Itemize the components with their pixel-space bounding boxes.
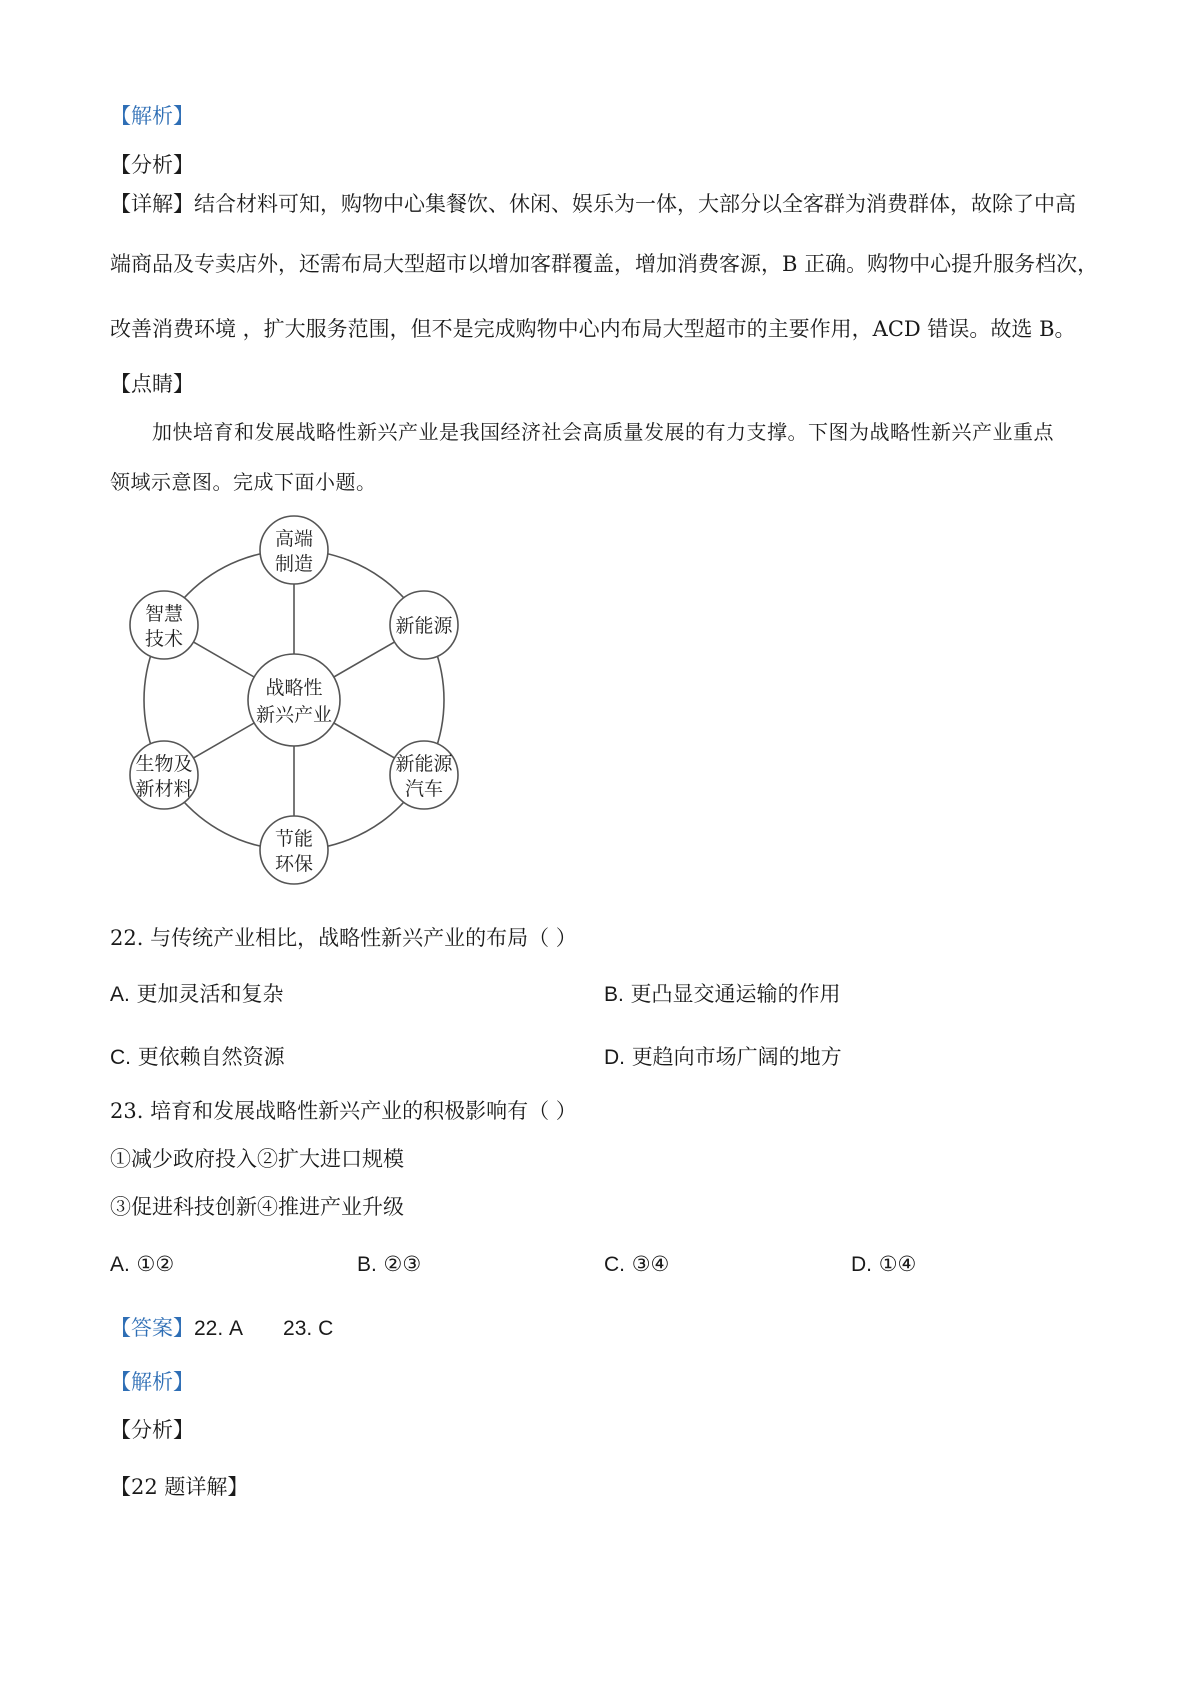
svg-text:环保: 环保 — [274, 853, 314, 875]
q22-option-b: B. 更凸显交通运输的作用 — [604, 982, 841, 1006]
node-new-energy-vehicles — [390, 741, 458, 809]
material-line-2: 领域示意图。完成下面小题。 — [110, 470, 377, 494]
q23-items-1: ①减少政府投入②扩大进口规模 — [110, 1147, 404, 1171]
q22-option-c: C. 更依赖自然资源 — [110, 1045, 285, 1069]
solution-jiexi: 【解析】 — [110, 1370, 194, 1394]
q22-option-a: A. 更加灵活和复杂 — [110, 982, 284, 1006]
answer-tag: 【答案】 — [110, 1316, 194, 1340]
svg-text:高端: 高端 — [274, 528, 314, 550]
node-energy-saving — [260, 816, 328, 884]
answer-22: 22. A — [194, 1317, 244, 1340]
center-label-2: 新兴产业 — [255, 704, 333, 726]
node-bio-materials — [130, 741, 198, 809]
solution-fenxi: 【分析】 — [110, 1418, 194, 1442]
q22-option-d: D. 更趋向市场广阔的地方 — [604, 1045, 842, 1069]
node-smart-tech — [130, 591, 198, 659]
q23-option-c: C. ③④ — [604, 1252, 670, 1276]
q23-option-a: A. ①② — [110, 1252, 175, 1276]
solution-xiangjie-22: 【22 题详解】 — [110, 1475, 249, 1499]
xiangjie-line-2: 端商品及专卖店外，还需布局大型超市以增加客群覆盖，增加消费客源，B 正确。购物中心提升服务档次， — [110, 252, 1099, 276]
q23-stem: 23. 培育和发展战略性新兴产业的积极影响有（ ） — [110, 1099, 577, 1123]
xiangjie-tag: 【详解】 — [110, 192, 194, 216]
dianjing-heading: 【点睛】 — [110, 372, 194, 396]
material-line-1: 加快培育和发展战略性新兴产业是我国经济社会高质量发展的有力支撑。下图为战略性新兴产业重点 — [152, 420, 1054, 444]
answer-23: 23. C — [283, 1317, 334, 1340]
svg-text:新材料: 新材料 — [135, 778, 193, 800]
answer-line — [110, 1314, 333, 1343]
svg-text:节能: 节能 — [274, 828, 314, 850]
svg-text:智慧: 智慧 — [144, 603, 184, 625]
node-high-end-manufacturing — [260, 516, 328, 584]
q23-option-d: D. ①④ — [851, 1252, 917, 1276]
node-new-energy — [390, 591, 458, 659]
svg-text:生物及: 生物及 — [135, 753, 193, 775]
q23-option-b: B. ②③ — [357, 1252, 422, 1276]
svg-text:制造: 制造 — [274, 553, 314, 575]
xiangjie-text-1: 结合材料可知，购物中心集餐饮、休闲、娱乐为一体，大部分以全客群为消费群体，故除了中高 — [194, 192, 1076, 216]
xiangjie-line-1 — [110, 190, 1076, 218]
svg-text:新能源: 新能源 — [395, 615, 453, 637]
q22-stem: 22. 与传统产业相比，战略性新兴产业的布局（ ） — [110, 926, 577, 950]
center-label-1: 战略性 — [265, 677, 323, 699]
q23-items-2: ③促进科技创新④推进产业升级 — [110, 1195, 404, 1219]
svg-text:汽车: 汽车 — [404, 778, 444, 800]
center-node — [248, 654, 340, 746]
svg-text:新能源: 新能源 — [395, 753, 453, 775]
jiexi-heading: 【解析】 — [110, 104, 194, 128]
industry-diagram — [110, 515, 490, 895]
fenxi-heading: 【分析】 — [110, 153, 194, 177]
xiangjie-line-3: 改善消费环境 ，扩大服务范围，但不是完成购物中心内布局大型超市的主要作用，ACD 错误。故选 B。 — [110, 317, 1076, 341]
svg-text:技术: 技术 — [144, 628, 184, 650]
